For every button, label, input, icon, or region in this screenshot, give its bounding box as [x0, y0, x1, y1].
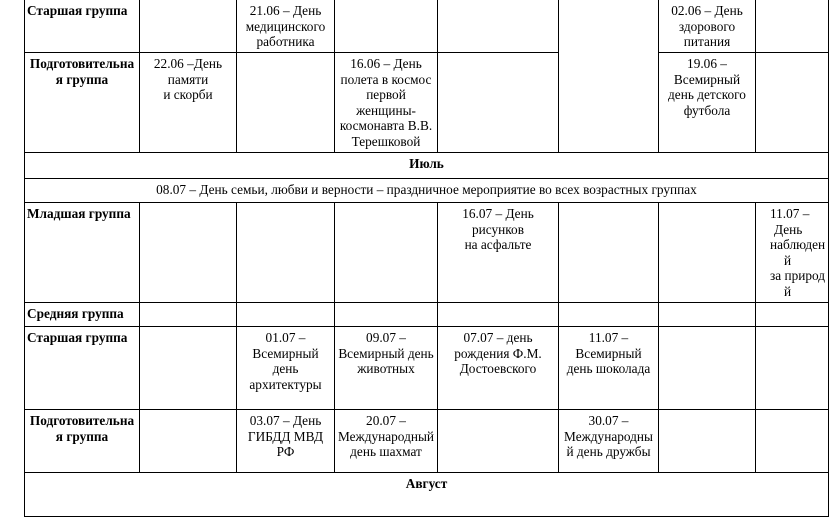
event-cell: 07.07 – день рождения Ф.М. Достоевского	[438, 327, 559, 410]
table-row	[25, 303, 829, 327]
empty-cell	[756, 303, 829, 327]
table-row	[25, 0, 829, 53]
empty-cell	[659, 203, 756, 303]
empty-cell	[140, 0, 237, 53]
group-name-cell: Старшая группа	[25, 0, 140, 53]
empty-cell	[335, 0, 438, 53]
empty-cell	[335, 303, 438, 327]
empty-cell	[756, 410, 829, 473]
empty-cell	[140, 303, 237, 327]
group-name-cell: Подготовительна я группа	[25, 410, 140, 473]
event-cell: 03.07 – День ГИБДД МВД РФ	[237, 410, 335, 473]
table-row	[25, 327, 829, 410]
empty-cell	[438, 0, 559, 53]
empty-cell	[335, 203, 438, 303]
events-table	[24, 0, 829, 517]
event-cell: 30.07 – Международны й день дружбы	[559, 410, 659, 473]
event-cell: 21.06 – День медицинского работника	[237, 0, 335, 53]
empty-cell	[559, 303, 659, 327]
empty-cell	[438, 53, 559, 153]
event-cell: 11.07 – Всемирный день шоколада	[559, 327, 659, 410]
event-cell: 16.07 – День рисунков на асфальте	[438, 203, 559, 303]
table-row	[25, 473, 829, 517]
group-name-cell: Средняя группа	[25, 303, 140, 327]
table-row	[25, 53, 829, 153]
empty-cell	[140, 410, 237, 473]
group-name-cell: Подготовительна я группа	[25, 53, 140, 153]
empty-cell	[140, 327, 237, 410]
event-cell: 20.07 – Международный день шахмат	[335, 410, 438, 473]
empty-cell	[237, 303, 335, 327]
event-banner: 08.07 – День семьи, любви и верности – праздничное мероприятие во всех возрастных группах	[25, 179, 829, 203]
empty-cell	[237, 53, 335, 153]
table-row	[25, 179, 829, 203]
empty-cell	[559, 0, 659, 153]
group-name-cell: Младшая группа	[25, 203, 140, 303]
event-cell: 22.06 –День памяти и скорби	[140, 53, 237, 153]
empty-cell	[659, 303, 756, 327]
empty-cell	[559, 203, 659, 303]
empty-cell	[140, 203, 237, 303]
table-row	[25, 153, 829, 179]
event-cell: 19.06 – Всемирный день детского футбола	[659, 53, 756, 153]
table-row	[25, 203, 829, 303]
empty-cell	[438, 410, 559, 473]
empty-cell	[659, 410, 756, 473]
table-row	[25, 410, 829, 473]
empty-cell	[659, 327, 756, 410]
month-heading-july: Июль	[25, 153, 829, 179]
empty-cell	[438, 303, 559, 327]
empty-cell	[756, 327, 829, 410]
empty-cell	[237, 203, 335, 303]
empty-cell	[756, 0, 829, 53]
event-cell: 09.07 – Всемирный день животных	[335, 327, 438, 410]
event-cell: 11.07 – День наблюден й за природ й	[756, 203, 829, 303]
group-name-cell: Старшая группа	[25, 327, 140, 410]
event-cell: 02.06 – День здорового питания	[659, 0, 756, 53]
empty-cell	[756, 53, 829, 153]
event-cell: 01.07 – Всемирный день архитектуры	[237, 327, 335, 410]
event-cell: 16.06 – День полета в космос первой женщины- космонавта В.В. Терешковой	[335, 53, 438, 153]
month-heading-august: Август	[25, 473, 829, 517]
